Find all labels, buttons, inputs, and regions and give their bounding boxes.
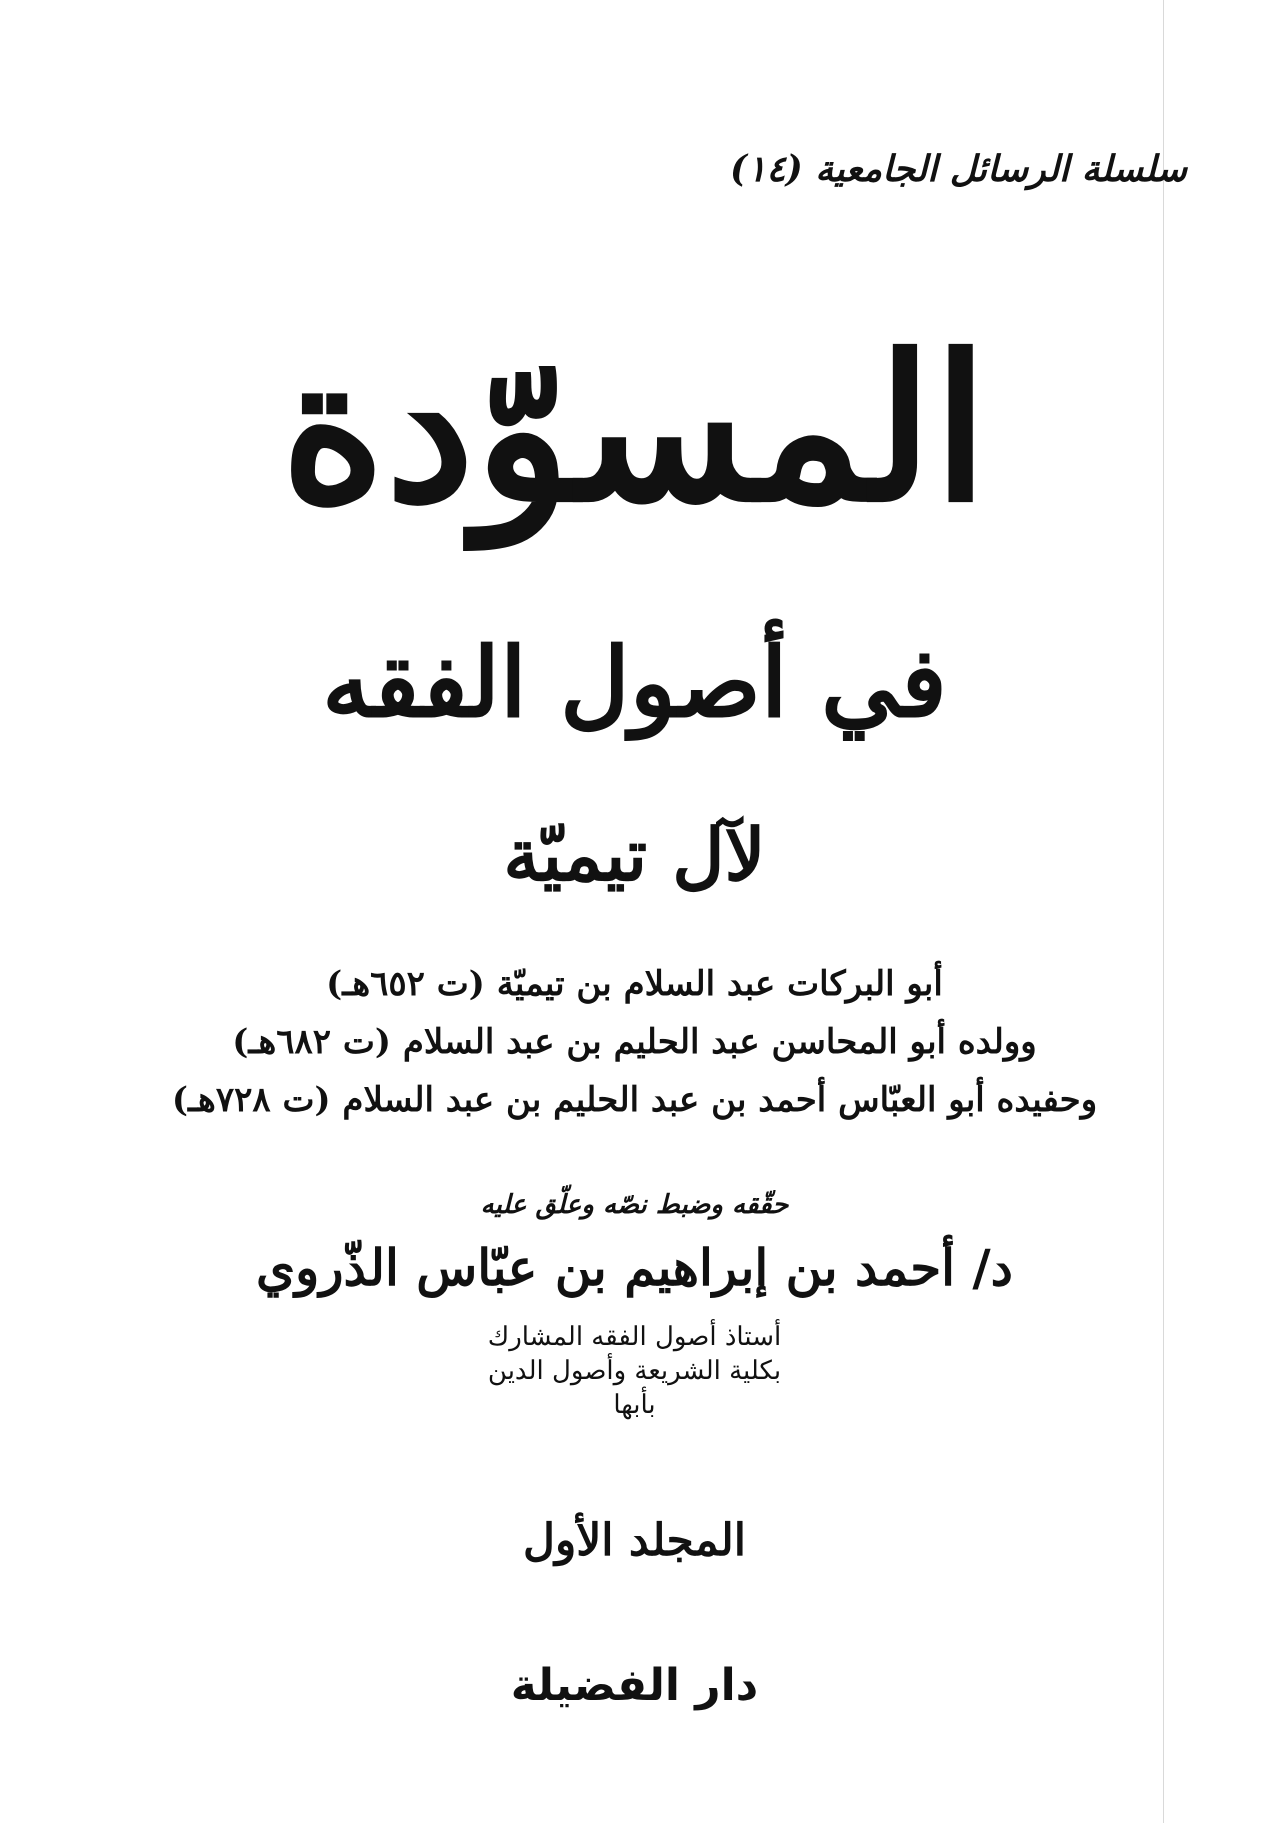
edited-by-label: حقّقه وضبط نصّه وعلّق عليه: [480, 1190, 789, 1220]
volume-label: المجلد الأول: [523, 1515, 746, 1566]
author-line: أبو البركات عبد السلام بن تيميّة (ت ٦٥٢هـ): [326, 964, 943, 1004]
book-title-family: لآل تيميّة: [503, 812, 766, 897]
authors-block: [0, 955, 1269, 1129]
editor-affiliation: [0, 1320, 1269, 1422]
affiliation-line: أستاذ أصول الفقه المشارك: [487, 1322, 782, 1352]
book-title-subtitle: في أصول الفقه: [322, 626, 947, 739]
author-line: وولده أبو المحاسن عبد الحليم بن عبد السلام (ت ٦٨٢هـ): [232, 1022, 1037, 1062]
author-line: وحفيده أبو العبّاس أحمد بن عبد الحليم بن عبد السلام (ت ٧٢٨هـ): [171, 1080, 1098, 1120]
editor-name: د/ أحمد بن إبراهيم بن عبّاس الذّروي: [256, 1238, 1013, 1297]
book-title-main: المسوّدة: [280, 312, 989, 547]
series-title: سلسلة الرسائل الجامعية (١٤): [729, 148, 1187, 190]
affiliation-line: بكلية الشريعة وأصول الدين: [487, 1356, 782, 1386]
publisher-name: دار الفضيلة: [510, 1660, 759, 1711]
affiliation-line: بأبها: [613, 1390, 656, 1420]
